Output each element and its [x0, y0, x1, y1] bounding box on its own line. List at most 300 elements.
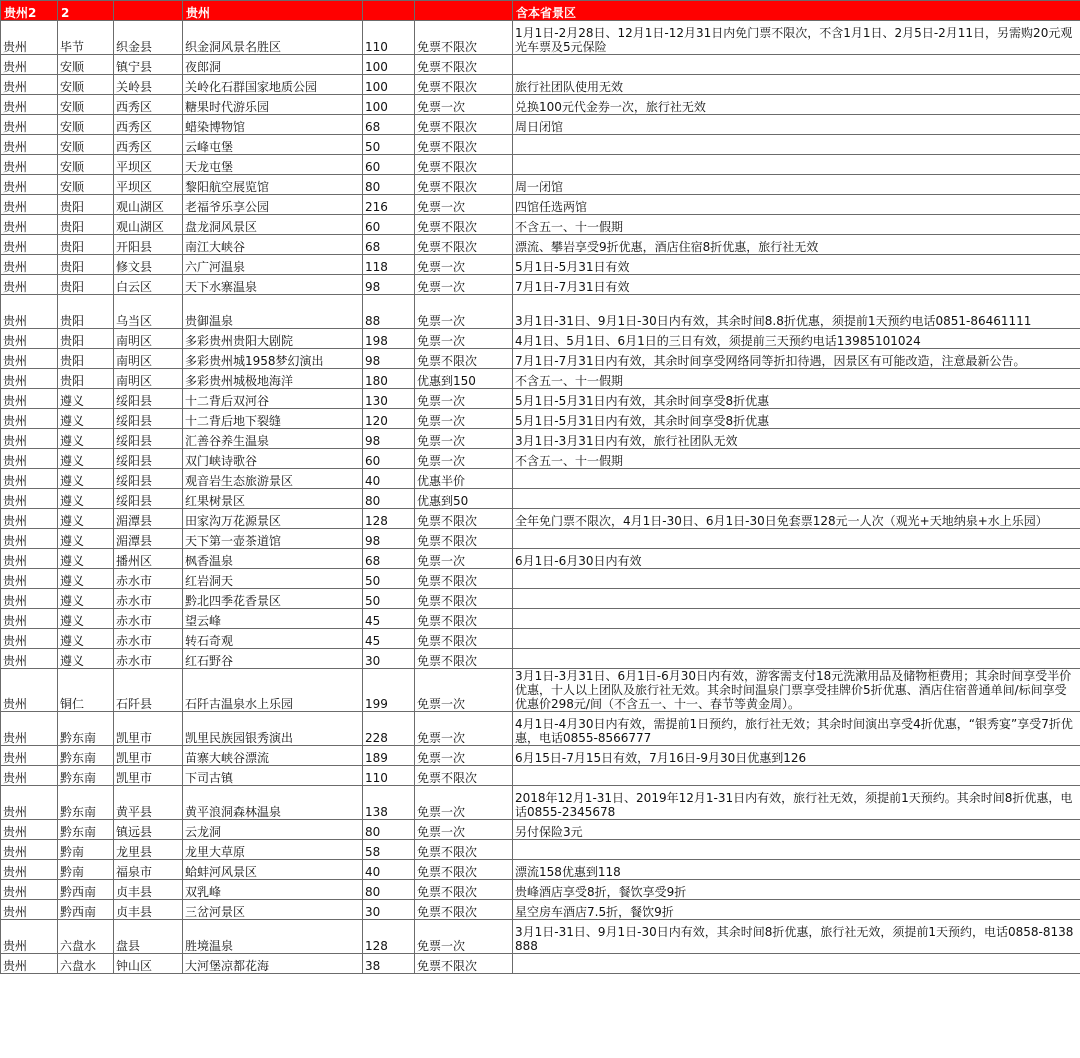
- note-cell[interactable]: 全年免门票不限次，4月1日-30日、6月1日-30日免套票128元一人次（观光+天地纳泉+水上乐园）: [513, 509, 1080, 529]
- province-cell[interactable]: 贵州: [1, 255, 58, 275]
- province-cell[interactable]: 贵州: [1, 629, 58, 649]
- district-cell[interactable]: 福泉市: [114, 860, 183, 880]
- policy-cell[interactable]: 免票不限次: [415, 75, 513, 95]
- policy-cell[interactable]: 免票不限次: [415, 21, 513, 55]
- district-cell[interactable]: 西秀区: [114, 135, 183, 155]
- district-cell[interactable]: 平坝区: [114, 175, 183, 195]
- attraction-cell[interactable]: 多彩贵州城极地海洋: [183, 369, 363, 389]
- province-cell[interactable]: 贵州: [1, 115, 58, 135]
- city-cell[interactable]: 黔东南: [58, 786, 114, 820]
- province-cell[interactable]: 贵州: [1, 429, 58, 449]
- policy-cell[interactable]: 免票一次: [415, 449, 513, 469]
- price-cell[interactable]: 60: [363, 449, 415, 469]
- price-cell[interactable]: 98: [363, 429, 415, 449]
- attraction-cell[interactable]: 天下水寨温泉: [183, 275, 363, 295]
- province-cell[interactable]: 贵州: [1, 155, 58, 175]
- province-cell[interactable]: 贵州: [1, 275, 58, 295]
- policy-cell[interactable]: 免票一次: [415, 329, 513, 349]
- price-cell[interactable]: 199: [363, 669, 415, 712]
- note-cell[interactable]: [513, 135, 1080, 155]
- city-cell[interactable]: 遵义: [58, 549, 114, 569]
- note-cell[interactable]: 5月1日-5月31日内有效，其余时间享受8折优惠: [513, 409, 1080, 429]
- city-cell[interactable]: 安顺: [58, 55, 114, 75]
- policy-cell[interactable]: 免票不限次: [415, 175, 513, 195]
- note-cell[interactable]: 4月1日、5月1日、6月1日的三日有效，须提前三天预约电话13985101024: [513, 329, 1080, 349]
- policy-cell[interactable]: 免票一次: [415, 712, 513, 746]
- note-cell[interactable]: [513, 489, 1080, 509]
- attraction-cell[interactable]: 贵御温泉: [183, 295, 363, 329]
- policy-cell[interactable]: 免票不限次: [415, 860, 513, 880]
- attraction-cell[interactable]: 多彩贵州城1958梦幻演出: [183, 349, 363, 369]
- district-cell[interactable]: 乌当区: [114, 295, 183, 329]
- province-cell[interactable]: 贵州: [1, 746, 58, 766]
- policy-cell[interactable]: 优惠到150: [415, 369, 513, 389]
- note-cell[interactable]: [513, 589, 1080, 609]
- price-cell[interactable]: 45: [363, 629, 415, 649]
- district-cell[interactable]: 贞丰县: [114, 880, 183, 900]
- city-cell[interactable]: 黔西南: [58, 880, 114, 900]
- policy-cell[interactable]: 免票不限次: [415, 215, 513, 235]
- city-cell[interactable]: 安顺: [58, 75, 114, 95]
- price-cell[interactable]: 45: [363, 609, 415, 629]
- city-cell[interactable]: 铜仁: [58, 669, 114, 712]
- province-cell[interactable]: 贵州: [1, 529, 58, 549]
- province-cell[interactable]: 贵州: [1, 669, 58, 712]
- price-cell[interactable]: 68: [363, 235, 415, 255]
- city-cell[interactable]: 贵阳: [58, 369, 114, 389]
- price-cell[interactable]: 98: [363, 349, 415, 369]
- note-cell[interactable]: 7月1日-7月31日内有效，其余时间享受网络同等折扣待遇，因景区有可能改造，注意最新公告。: [513, 349, 1080, 369]
- city-cell[interactable]: 遵义: [58, 509, 114, 529]
- district-cell[interactable]: 平坝区: [114, 155, 183, 175]
- policy-cell[interactable]: 免票不限次: [415, 155, 513, 175]
- price-cell[interactable]: 100: [363, 95, 415, 115]
- policy-cell[interactable]: 免票一次: [415, 669, 513, 712]
- price-cell[interactable]: 30: [363, 900, 415, 920]
- attraction-cell[interactable]: 下司古镇: [183, 766, 363, 786]
- attraction-cell[interactable]: 大河堡凉都花海: [183, 954, 363, 974]
- policy-cell[interactable]: 免票不限次: [415, 649, 513, 669]
- note-cell[interactable]: [513, 649, 1080, 669]
- city-cell[interactable]: 贵阳: [58, 215, 114, 235]
- attraction-cell[interactable]: 十二背后双河谷: [183, 389, 363, 409]
- note-cell[interactable]: [513, 609, 1080, 629]
- price-cell[interactable]: 58: [363, 840, 415, 860]
- district-cell[interactable]: 赤水市: [114, 629, 183, 649]
- city-cell[interactable]: 安顺: [58, 95, 114, 115]
- attraction-cell[interactable]: 关岭化石群国家地质公园: [183, 75, 363, 95]
- city-cell[interactable]: 遵义: [58, 569, 114, 589]
- policy-cell[interactable]: 免票不限次: [415, 569, 513, 589]
- province-cell[interactable]: 贵州: [1, 195, 58, 215]
- note-cell[interactable]: 6月1日-6月30日内有效: [513, 549, 1080, 569]
- attraction-cell[interactable]: 黄平浪洞森林温泉: [183, 786, 363, 820]
- attraction-cell[interactable]: 转石奇观: [183, 629, 363, 649]
- district-cell[interactable]: 绥阳县: [114, 409, 183, 429]
- city-cell[interactable]: 六盘水: [58, 954, 114, 974]
- price-cell[interactable]: 50: [363, 589, 415, 609]
- price-cell[interactable]: 60: [363, 215, 415, 235]
- policy-cell[interactable]: 免票一次: [415, 549, 513, 569]
- policy-cell[interactable]: 免票一次: [415, 95, 513, 115]
- attraction-cell[interactable]: 凯里民族园银秀演出: [183, 712, 363, 746]
- district-cell[interactable]: 绥阳县: [114, 469, 183, 489]
- note-cell[interactable]: 3月1日-31日、9月1日-30日内有效，其余时间8折优惠，旅行社无效，须提前1天预约，电话0858-8138888: [513, 920, 1080, 954]
- attraction-cell[interactable]: 双乳峰: [183, 880, 363, 900]
- province-cell[interactable]: 贵州: [1, 409, 58, 429]
- attraction-cell[interactable]: 汇善谷养生温泉: [183, 429, 363, 449]
- note-cell[interactable]: [513, 529, 1080, 549]
- city-cell[interactable]: 遵义: [58, 609, 114, 629]
- province-cell[interactable]: 贵州: [1, 549, 58, 569]
- city-cell[interactable]: 遵义: [58, 649, 114, 669]
- price-cell[interactable]: 40: [363, 469, 415, 489]
- note-cell[interactable]: 7月1日-7月31日有效: [513, 275, 1080, 295]
- price-cell[interactable]: 88: [363, 295, 415, 329]
- attraction-cell[interactable]: 红岩洞天: [183, 569, 363, 589]
- price-cell[interactable]: 68: [363, 549, 415, 569]
- district-cell[interactable]: 修文县: [114, 255, 183, 275]
- province-cell[interactable]: 贵州: [1, 235, 58, 255]
- policy-cell[interactable]: 免票一次: [415, 746, 513, 766]
- note-cell[interactable]: 5月1日-5月31日有效: [513, 255, 1080, 275]
- note-cell[interactable]: 四馆任选两馆: [513, 195, 1080, 215]
- note-cell[interactable]: 3月1日-3月31日内有效，旅行社团队无效: [513, 429, 1080, 449]
- province-cell[interactable]: 贵州: [1, 21, 58, 55]
- city-cell[interactable]: 黔西南: [58, 900, 114, 920]
- attraction-cell[interactable]: 南江大峡谷: [183, 235, 363, 255]
- province-cell[interactable]: 贵州: [1, 369, 58, 389]
- price-cell[interactable]: 30: [363, 649, 415, 669]
- price-cell[interactable]: 128: [363, 509, 415, 529]
- policy-cell[interactable]: 优惠半价: [415, 469, 513, 489]
- note-cell[interactable]: 周日闭馆: [513, 115, 1080, 135]
- district-cell[interactable]: 观山湖区: [114, 215, 183, 235]
- attraction-cell[interactable]: 织金洞风景名胜区: [183, 21, 363, 55]
- price-cell[interactable]: 98: [363, 529, 415, 549]
- district-cell[interactable]: 凯里市: [114, 746, 183, 766]
- province-cell[interactable]: 贵州: [1, 860, 58, 880]
- price-cell[interactable]: 189: [363, 746, 415, 766]
- province-cell[interactable]: 贵州: [1, 469, 58, 489]
- policy-cell[interactable]: 免票一次: [415, 389, 513, 409]
- district-cell[interactable]: 织金县: [114, 21, 183, 55]
- attraction-cell[interactable]: 夜郎洞: [183, 55, 363, 75]
- price-cell[interactable]: 40: [363, 860, 415, 880]
- header-cell[interactable]: [415, 1, 513, 21]
- district-cell[interactable]: 赤水市: [114, 569, 183, 589]
- city-cell[interactable]: 安顺: [58, 135, 114, 155]
- price-cell[interactable]: 110: [363, 21, 415, 55]
- province-cell[interactable]: 贵州: [1, 820, 58, 840]
- province-cell[interactable]: 贵州: [1, 349, 58, 369]
- city-cell[interactable]: 黔南: [58, 860, 114, 880]
- district-cell[interactable]: 镇宁县: [114, 55, 183, 75]
- price-cell[interactable]: 100: [363, 55, 415, 75]
- province-cell[interactable]: 贵州: [1, 569, 58, 589]
- city-cell[interactable]: 毕节: [58, 21, 114, 55]
- note-cell[interactable]: 不含五一、十一假期: [513, 369, 1080, 389]
- district-cell[interactable]: 黄平县: [114, 786, 183, 820]
- attraction-cell[interactable]: 糖果时代游乐园: [183, 95, 363, 115]
- district-cell[interactable]: 赤水市: [114, 589, 183, 609]
- attraction-cell[interactable]: 十二背后地下裂缝: [183, 409, 363, 429]
- note-cell[interactable]: [513, 55, 1080, 75]
- price-cell[interactable]: 80: [363, 880, 415, 900]
- note-cell[interactable]: 6月15日-7月15日有效，7月16日-9月30日优惠到126: [513, 746, 1080, 766]
- attraction-cell[interactable]: 龙里大草原: [183, 840, 363, 860]
- district-cell[interactable]: 湄潭县: [114, 509, 183, 529]
- attraction-cell[interactable]: 蛤蚌河风景区: [183, 860, 363, 880]
- note-cell[interactable]: [513, 766, 1080, 786]
- district-cell[interactable]: 镇远县: [114, 820, 183, 840]
- province-cell[interactable]: 贵州: [1, 954, 58, 974]
- district-cell[interactable]: 赤水市: [114, 609, 183, 629]
- district-cell[interactable]: 龙里县: [114, 840, 183, 860]
- policy-cell[interactable]: 免票一次: [415, 275, 513, 295]
- price-cell[interactable]: 80: [363, 820, 415, 840]
- attraction-cell[interactable]: 望云峰: [183, 609, 363, 629]
- note-cell[interactable]: 周一闭馆: [513, 175, 1080, 195]
- attraction-cell[interactable]: 田家沟万花源景区: [183, 509, 363, 529]
- price-cell[interactable]: 138: [363, 786, 415, 820]
- attraction-cell[interactable]: 天下第一壶茶道馆: [183, 529, 363, 549]
- province-cell[interactable]: 贵州: [1, 55, 58, 75]
- city-cell[interactable]: 黔东南: [58, 712, 114, 746]
- city-cell[interactable]: 遵义: [58, 449, 114, 469]
- attraction-cell[interactable]: 石阡古温泉水上乐园: [183, 669, 363, 712]
- district-cell[interactable]: 绥阳县: [114, 489, 183, 509]
- policy-cell[interactable]: 免票不限次: [415, 349, 513, 369]
- district-cell[interactable]: 观山湖区: [114, 195, 183, 215]
- note-cell[interactable]: [513, 469, 1080, 489]
- note-cell[interactable]: 1月1日-2月28日、12月1日-12月31日内免门票不限次，不含1月1日、2月5日-2月11日，另需购20元观光车票及5元保险: [513, 21, 1080, 55]
- attraction-cell[interactable]: 红果树景区: [183, 489, 363, 509]
- district-cell[interactable]: 钟山区: [114, 954, 183, 974]
- district-cell[interactable]: 绥阳县: [114, 429, 183, 449]
- attraction-cell[interactable]: 双门峡诗歌谷: [183, 449, 363, 469]
- province-cell[interactable]: 贵州: [1, 589, 58, 609]
- policy-cell[interactable]: 免票一次: [415, 786, 513, 820]
- note-cell[interactable]: 另付保险3元: [513, 820, 1080, 840]
- header-cell[interactable]: 贵州: [183, 1, 363, 21]
- district-cell[interactable]: 南明区: [114, 349, 183, 369]
- province-cell[interactable]: 贵州: [1, 135, 58, 155]
- policy-cell[interactable]: 免票不限次: [415, 766, 513, 786]
- policy-cell[interactable]: 免票不限次: [415, 954, 513, 974]
- district-cell[interactable]: 西秀区: [114, 115, 183, 135]
- city-cell[interactable]: 遵义: [58, 489, 114, 509]
- attraction-cell[interactable]: 蜡染博物馆: [183, 115, 363, 135]
- attraction-cell[interactable]: 枫香温泉: [183, 549, 363, 569]
- city-cell[interactable]: 贵阳: [58, 195, 114, 215]
- note-cell[interactable]: 兑换100元代金券一次，旅行社无效: [513, 95, 1080, 115]
- city-cell[interactable]: 贵阳: [58, 275, 114, 295]
- district-cell[interactable]: 开阳县: [114, 235, 183, 255]
- city-cell[interactable]: 安顺: [58, 115, 114, 135]
- district-cell[interactable]: 南明区: [114, 329, 183, 349]
- policy-cell[interactable]: 免票不限次: [415, 509, 513, 529]
- attraction-cell[interactable]: 胜境温泉: [183, 920, 363, 954]
- province-cell[interactable]: 贵州: [1, 295, 58, 329]
- province-cell[interactable]: 贵州: [1, 389, 58, 409]
- note-cell[interactable]: 5月1日-5月31日内有效，其余时间享受8折优惠: [513, 389, 1080, 409]
- attraction-cell[interactable]: 红石野谷: [183, 649, 363, 669]
- price-cell[interactable]: 180: [363, 369, 415, 389]
- province-cell[interactable]: 贵州: [1, 920, 58, 954]
- note-cell[interactable]: [513, 569, 1080, 589]
- district-cell[interactable]: 盘县: [114, 920, 183, 954]
- price-cell[interactable]: 130: [363, 389, 415, 409]
- district-cell[interactable]: 赤水市: [114, 649, 183, 669]
- city-cell[interactable]: 黔东南: [58, 766, 114, 786]
- price-cell[interactable]: 216: [363, 195, 415, 215]
- price-cell[interactable]: 50: [363, 569, 415, 589]
- policy-cell[interactable]: 免票一次: [415, 820, 513, 840]
- district-cell[interactable]: 绥阳县: [114, 389, 183, 409]
- policy-cell[interactable]: 免票不限次: [415, 529, 513, 549]
- header-cell[interactable]: [363, 1, 415, 21]
- attraction-cell[interactable]: 黎阳航空展览馆: [183, 175, 363, 195]
- policy-cell[interactable]: 免票不限次: [415, 900, 513, 920]
- city-cell[interactable]: 遵义: [58, 429, 114, 449]
- note-cell[interactable]: 贵峰酒店享受8折，餐饮享受9折: [513, 880, 1080, 900]
- note-cell[interactable]: [513, 155, 1080, 175]
- price-cell[interactable]: 38: [363, 954, 415, 974]
- attraction-cell[interactable]: 多彩贵州贵阳大剧院: [183, 329, 363, 349]
- province-cell[interactable]: 贵州: [1, 786, 58, 820]
- province-cell[interactable]: 贵州: [1, 766, 58, 786]
- city-cell[interactable]: 遵义: [58, 409, 114, 429]
- province-cell[interactable]: 贵州: [1, 75, 58, 95]
- attraction-cell[interactable]: 老福爷乐享公园: [183, 195, 363, 215]
- province-cell[interactable]: 贵州: [1, 449, 58, 469]
- note-cell[interactable]: 不含五一、十一假期: [513, 449, 1080, 469]
- attraction-cell[interactable]: 观音岩生态旅游景区: [183, 469, 363, 489]
- price-cell[interactable]: 50: [363, 135, 415, 155]
- note-cell[interactable]: 不含五一、十一假期: [513, 215, 1080, 235]
- district-cell[interactable]: 石阡县: [114, 669, 183, 712]
- province-cell[interactable]: 贵州: [1, 900, 58, 920]
- policy-cell[interactable]: 免票不限次: [415, 115, 513, 135]
- price-cell[interactable]: 228: [363, 712, 415, 746]
- note-cell[interactable]: 3月1日-3月31日、6月1日-6月30日内有效，游客需支付18元洗漱用品及储物柜费用；其余时间享受半价优惠，十人以上团队及旅行社无效。其余时间温泉门票享受挂牌价5折优惠、酒店住宿普通单间/标间享受优惠价298元/间（不含五一、十一、春节等黄金周）。: [513, 669, 1080, 712]
- district-cell[interactable]: 白云区: [114, 275, 183, 295]
- policy-cell[interactable]: 免票不限次: [415, 880, 513, 900]
- policy-cell[interactable]: 免票一次: [415, 195, 513, 215]
- district-cell[interactable]: 绥阳县: [114, 449, 183, 469]
- price-cell[interactable]: 120: [363, 409, 415, 429]
- note-cell[interactable]: 3月1日-31日、9月1日-30日内有效，其余时间8.8折优惠，须提前1天预约电话0851-86461111: [513, 295, 1080, 329]
- district-cell[interactable]: 播州区: [114, 549, 183, 569]
- city-cell[interactable]: 遵义: [58, 389, 114, 409]
- district-cell[interactable]: 贞丰县: [114, 900, 183, 920]
- header-cell[interactable]: [114, 1, 183, 21]
- header-cell[interactable]: 2: [58, 1, 114, 21]
- policy-cell[interactable]: 免票不限次: [415, 589, 513, 609]
- attraction-cell[interactable]: 六广河温泉: [183, 255, 363, 275]
- price-cell[interactable]: 80: [363, 489, 415, 509]
- policy-cell[interactable]: 免票不限次: [415, 235, 513, 255]
- policy-cell[interactable]: 免票一次: [415, 255, 513, 275]
- policy-cell[interactable]: 免票不限次: [415, 609, 513, 629]
- price-cell[interactable]: 80: [363, 175, 415, 195]
- district-cell[interactable]: 南明区: [114, 369, 183, 389]
- policy-cell[interactable]: 免票一次: [415, 920, 513, 954]
- price-cell[interactable]: 68: [363, 115, 415, 135]
- city-cell[interactable]: 遵义: [58, 529, 114, 549]
- note-cell[interactable]: 星空房车酒店7.5折，餐饮9折: [513, 900, 1080, 920]
- policy-cell[interactable]: 免票一次: [415, 409, 513, 429]
- province-cell[interactable]: 贵州: [1, 649, 58, 669]
- province-cell[interactable]: 贵州: [1, 880, 58, 900]
- price-cell[interactable]: 198: [363, 329, 415, 349]
- attraction-cell[interactable]: 天龙屯堡: [183, 155, 363, 175]
- city-cell[interactable]: 贵阳: [58, 329, 114, 349]
- province-cell[interactable]: 贵州: [1, 215, 58, 235]
- province-cell[interactable]: 贵州: [1, 489, 58, 509]
- attraction-cell[interactable]: 云峰屯堡: [183, 135, 363, 155]
- district-cell[interactable]: 关岭县: [114, 75, 183, 95]
- city-cell[interactable]: 贵阳: [58, 255, 114, 275]
- price-cell[interactable]: 110: [363, 766, 415, 786]
- price-cell[interactable]: 100: [363, 75, 415, 95]
- attraction-cell[interactable]: 云龙洞: [183, 820, 363, 840]
- attraction-cell[interactable]: 三岔河景区: [183, 900, 363, 920]
- city-cell[interactable]: 贵阳: [58, 235, 114, 255]
- city-cell[interactable]: 安顺: [58, 175, 114, 195]
- note-cell[interactable]: 旅行社团队使用无效: [513, 75, 1080, 95]
- province-cell[interactable]: 贵州: [1, 840, 58, 860]
- city-cell[interactable]: 黔东南: [58, 820, 114, 840]
- province-cell[interactable]: 贵州: [1, 175, 58, 195]
- price-cell[interactable]: 128: [363, 920, 415, 954]
- city-cell[interactable]: 遵义: [58, 629, 114, 649]
- city-cell[interactable]: 贵阳: [58, 349, 114, 369]
- attraction-cell[interactable]: 黔北四季花香景区: [183, 589, 363, 609]
- province-cell[interactable]: 贵州: [1, 95, 58, 115]
- policy-cell[interactable]: 免票一次: [415, 295, 513, 329]
- policy-cell[interactable]: 免票不限次: [415, 840, 513, 860]
- note-cell[interactable]: [513, 840, 1080, 860]
- policy-cell[interactable]: 免票一次: [415, 429, 513, 449]
- province-cell[interactable]: 贵州: [1, 329, 58, 349]
- price-cell[interactable]: 98: [363, 275, 415, 295]
- city-cell[interactable]: 黔东南: [58, 746, 114, 766]
- city-cell[interactable]: 遵义: [58, 589, 114, 609]
- price-cell[interactable]: 60: [363, 155, 415, 175]
- note-cell[interactable]: 漂流158优惠到118: [513, 860, 1080, 880]
- city-cell[interactable]: 贵阳: [58, 295, 114, 329]
- policy-cell[interactable]: 免票不限次: [415, 135, 513, 155]
- district-cell[interactable]: 凯里市: [114, 766, 183, 786]
- district-cell[interactable]: 凯里市: [114, 712, 183, 746]
- note-cell[interactable]: 4月1日-4月30日内有效，需提前1日预约，旅行社无效；其余时间演出享受4折优惠，“银秀宴”享受7折优惠，电话0855-8566777: [513, 712, 1080, 746]
- district-cell[interactable]: 西秀区: [114, 95, 183, 115]
- policy-cell[interactable]: 免票不限次: [415, 629, 513, 649]
- header-cell[interactable]: 含本省景区: [513, 1, 1080, 21]
- policy-cell[interactable]: 优惠到50: [415, 489, 513, 509]
- note-cell[interactable]: [513, 954, 1080, 974]
- policy-cell[interactable]: 免票不限次: [415, 55, 513, 75]
- note-cell[interactable]: 2018年12月1-31日、2019年12月1-31日内有效，旅行社无效，须提前1天预约。其余时间8折优惠，电话0855-2345678: [513, 786, 1080, 820]
- district-cell[interactable]: 湄潭县: [114, 529, 183, 549]
- attraction-cell[interactable]: 苗寨大峡谷漂流: [183, 746, 363, 766]
- province-cell[interactable]: 贵州: [1, 609, 58, 629]
- city-cell[interactable]: 黔南: [58, 840, 114, 860]
- city-cell[interactable]: 安顺: [58, 155, 114, 175]
- province-cell[interactable]: 贵州: [1, 509, 58, 529]
